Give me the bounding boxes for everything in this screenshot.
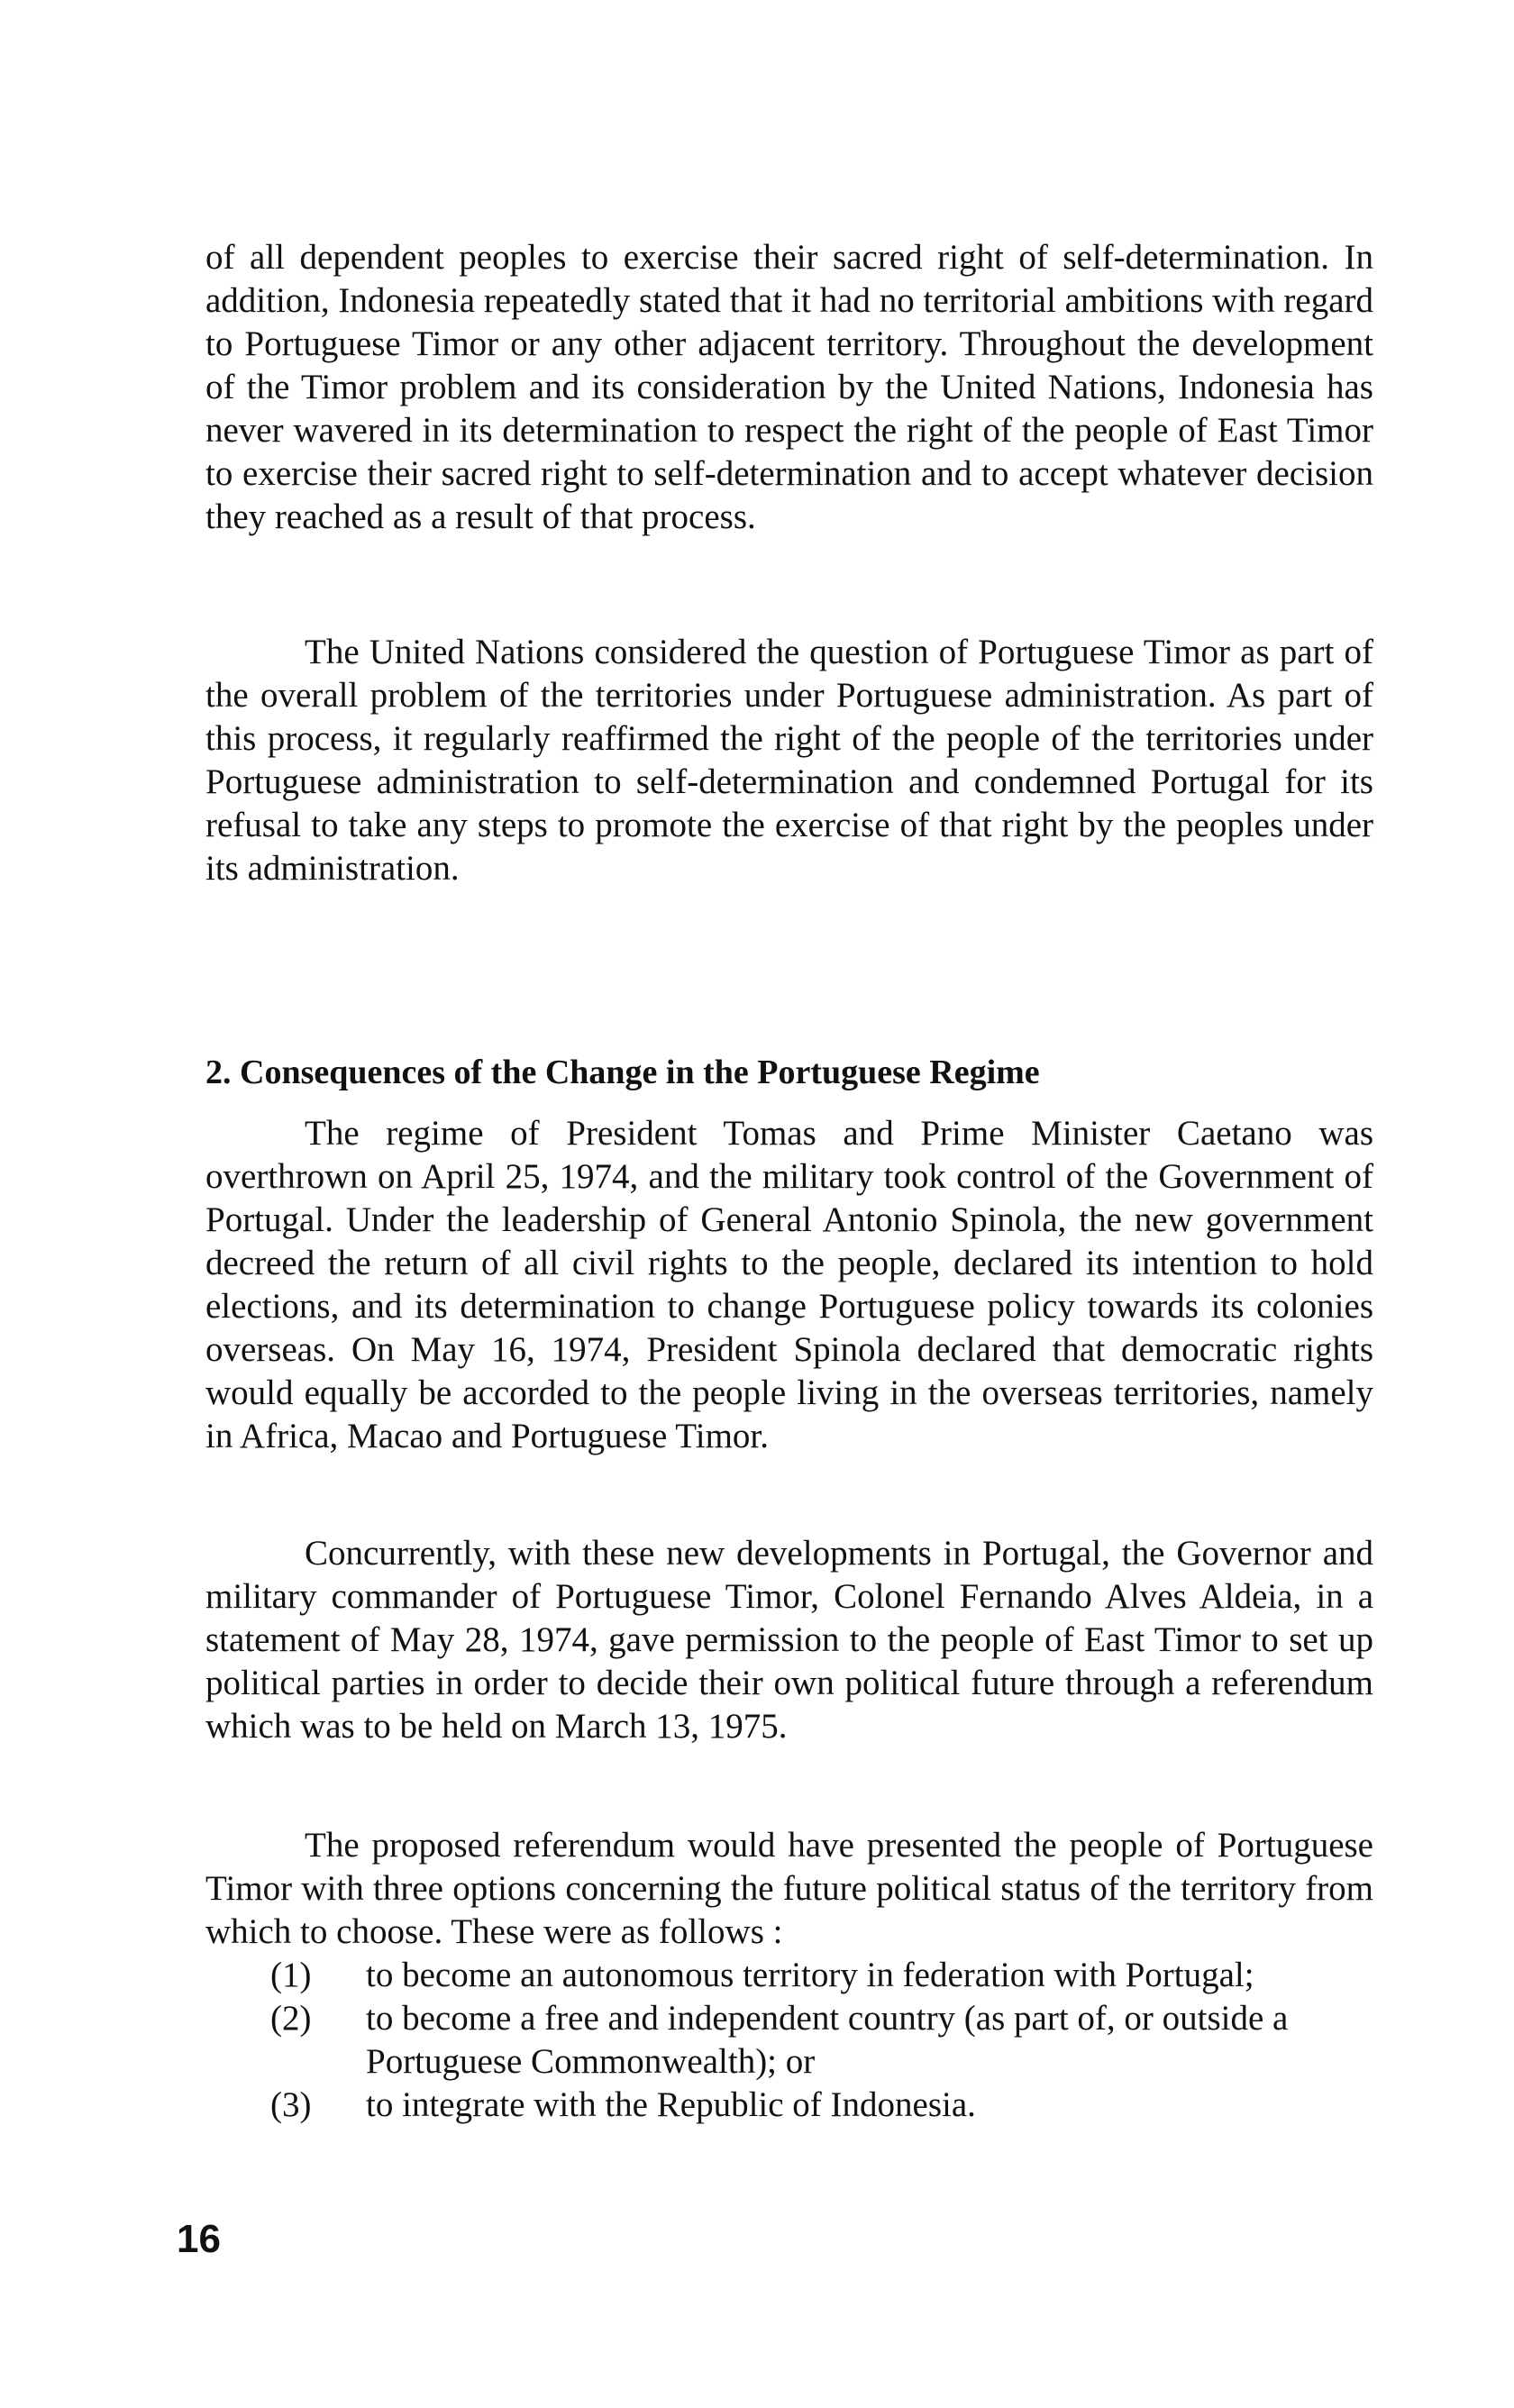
option-text: to become an autonomous territory in federation with Portugal;: [366, 1956, 1254, 1994]
paragraph-text: of all dependent peoples to exercise their sacred right of self-determination. In addition, Indonesia repeatedly stated that it had no territorial ambitions with regard to Portuguese Timor or any other adjacent territory. Throughout the development of the Timor problem and its consideration by the United Nations, Indonesia has never wavered in its determination to respect the right of the people of East Timor to exercise their sacred right to self-determination and to accept whatever decision they reached as a result of that process.: [205, 238, 1373, 536]
option-text: to become a free and independent country (as part of, or outside a Portuguese Commonwealth); or: [366, 1999, 1289, 2081]
paragraph-united-nations: [205, 631, 1373, 890]
option-text: to integrate with the Republic of Indonesia.: [366, 2085, 976, 2124]
paragraph-text: The United Nations considered the question of Portuguese Timor as part of the overall problem of the territories under Portuguese administration. As part of this process, it regularly reaffirmed the right of the people of the territories under Portuguese administration to self-determination and condemned Portugal for its refusal to take any steps to promote the exercise of that right by the peoples under its administration.: [205, 633, 1373, 888]
option-number: (3): [270, 2085, 312, 2124]
paragraph-governor-statement: [205, 1532, 1373, 1748]
page-number: 16: [177, 2217, 221, 2261]
option-number: (1): [270, 1956, 312, 1994]
paragraph-text: Concurrently, with these new developments in Portugal, the Governor and military commander of Portuguese Timor, Colonel Fernando Alves Aldeia, in a statement of May 28, 1974, gave permission to the people of East Timor to set up political parties in order to decide their own political future through a referendum which was to be held on March 13, 1975.: [205, 1534, 1373, 1746]
section-heading: 2. Consequences of the Change in the Portuguese Regime: [205, 1054, 1040, 1091]
paragraph-self-determination: [205, 236, 1373, 539]
paragraph-text: The proposed referendum would have presented the people of Portuguese Timor with three options concerning the future political status of the territory from which to choose. These were as follows :: [205, 1826, 1373, 1951]
paragraph-referendum: [205, 1824, 1373, 1954]
list-item: [270, 1954, 1370, 1997]
option-number: (2): [270, 1999, 312, 2038]
referendum-options-list: [270, 1954, 1370, 2127]
paragraph-regime-change: [205, 1112, 1373, 1458]
list-item: [270, 1997, 1370, 2084]
paragraph-text: The regime of President Tomas and Prime Minister Caetano was overthrown on April 25, 1974, and the military took control of the Government of Portugal. Under the leadership of General Antonio Spinola, the new government decreed the return of all civil rights to the people, declared its intention to hold elections, and its determination to change Portuguese policy towards its colonies overseas. On May 16, 1974, President Spinola declared that democratic rights would equally be accorded to the people living in the overseas territories, namely in Africa, Macao and Portuguese Timor.: [205, 1114, 1373, 1455]
list-item: [270, 2084, 1370, 2127]
